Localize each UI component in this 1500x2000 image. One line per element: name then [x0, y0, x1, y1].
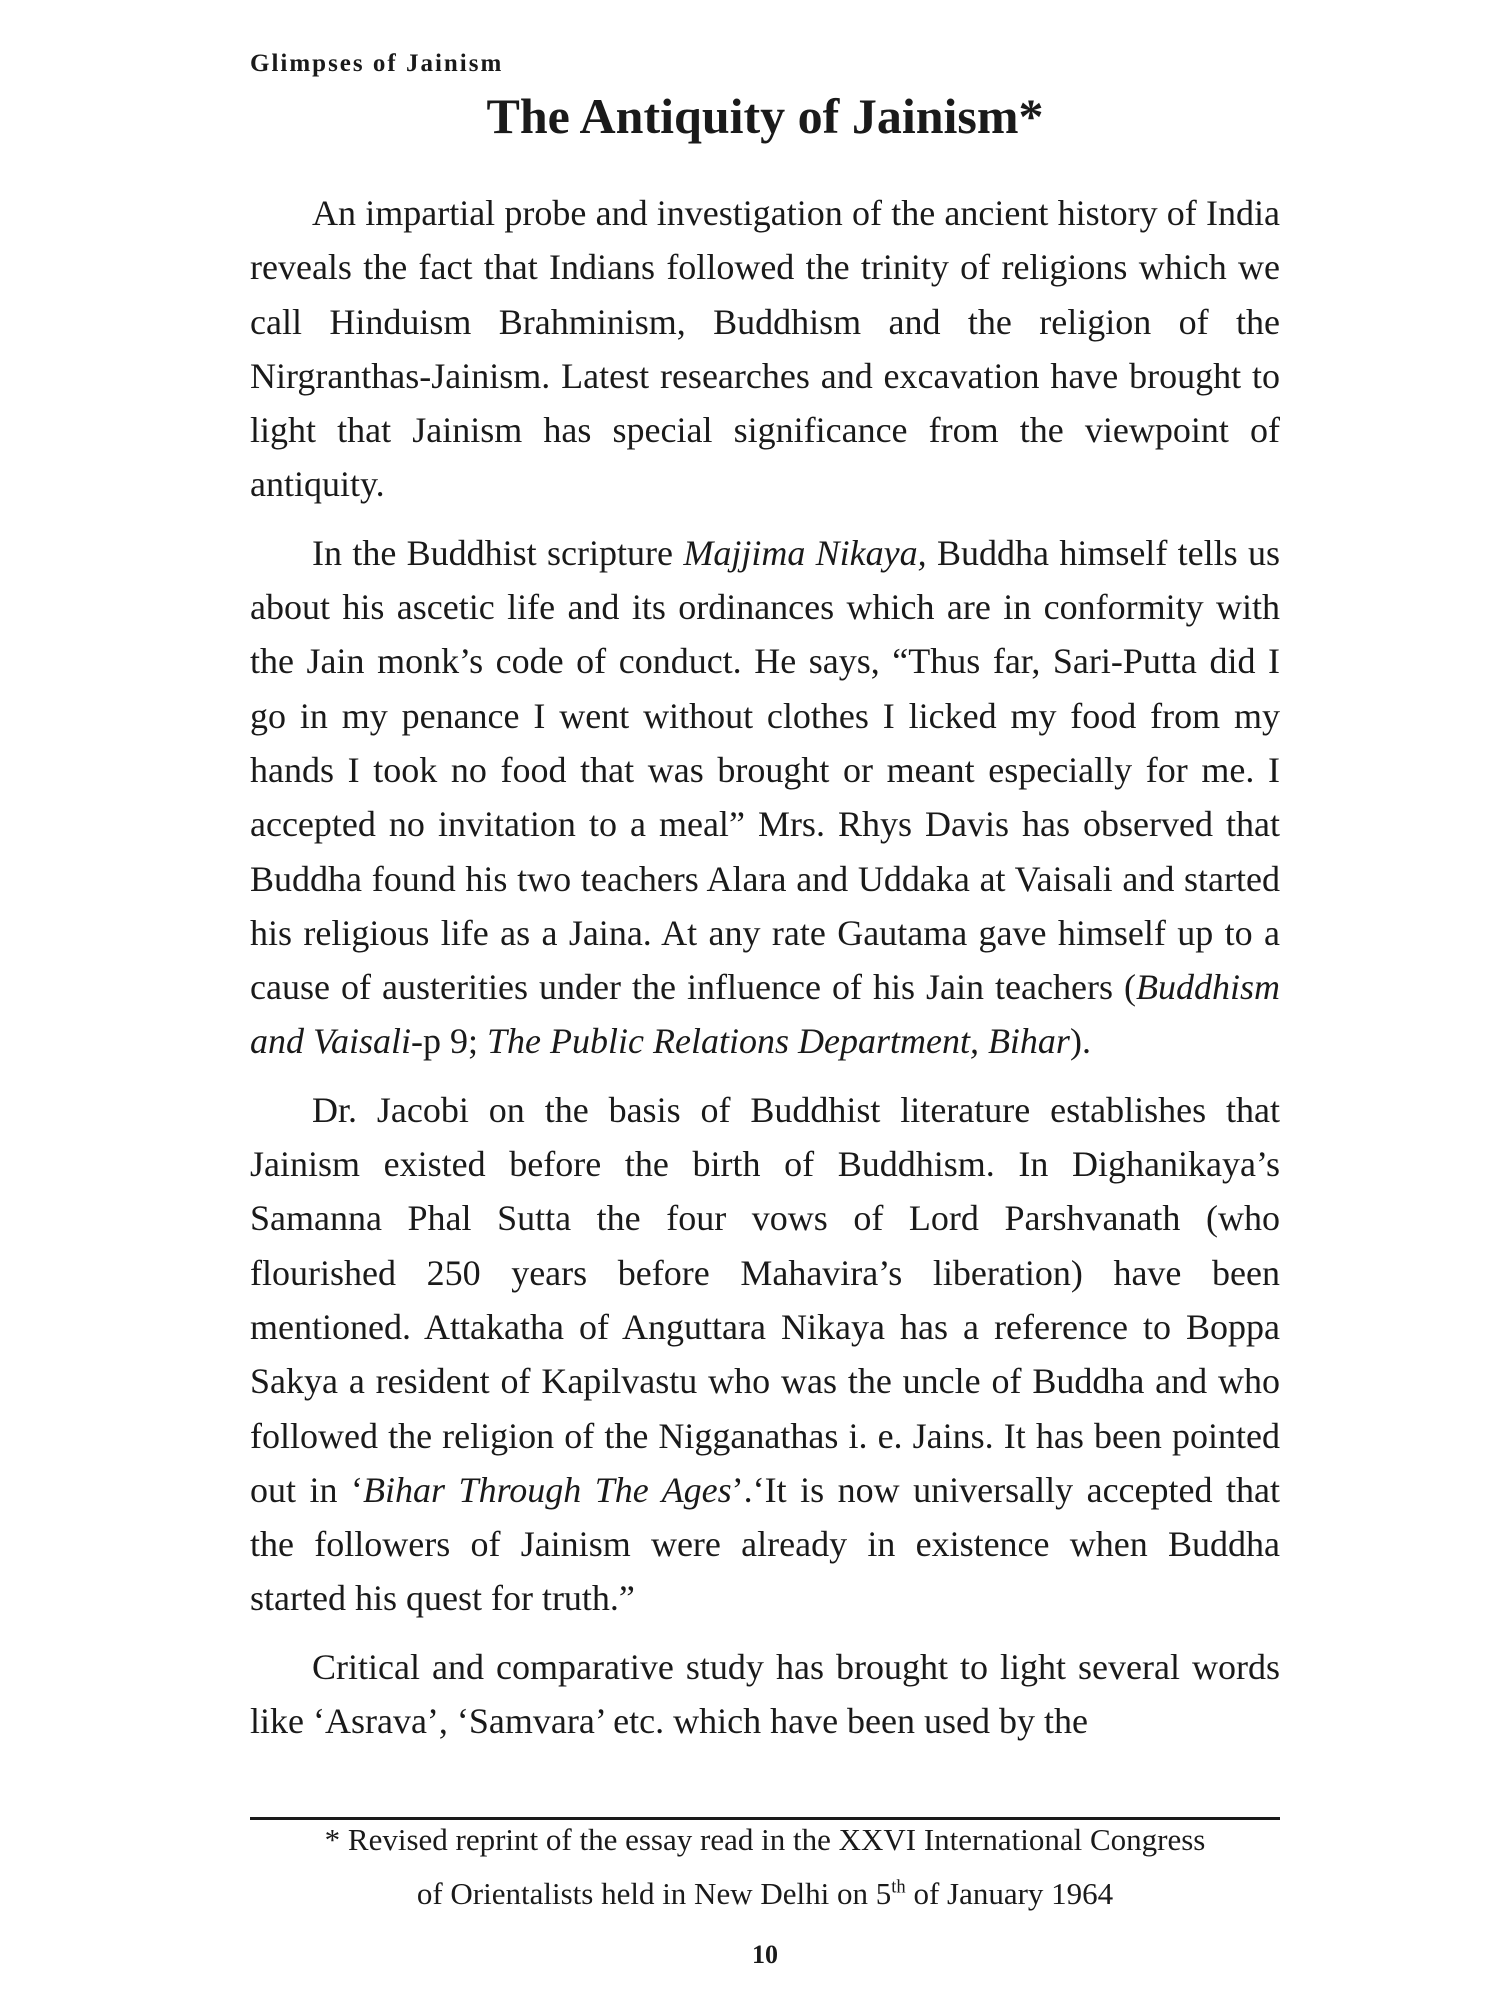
footnote-line-2-text-a: of Orientalists held in New Delhi on 5 [416, 1876, 892, 1911]
footnote-line-1: * Revised reprint of the essay read in the XXVI International Congress [324, 1822, 1206, 1857]
paragraph-4 [250, 1640, 1280, 1749]
citation-majjima-nikaya: Majjima Nikaya, [683, 532, 927, 573]
paragraph-2-text-c: Buddha himself tells us about his ascetic life and its ordinances which are in conformity with the Jain monk’s code of conduct. He says, “Thus far, Sari-Putta did I go in my penance I went without clothes I licked my food from my hands I took no food that was brought or meant especially for me. I accepted no invitation to a meal” Mrs. Rhys Davis has observed that Buddha found his two teachers Alara and Uddaka at Vaisali and started his religious life as a Jaina. At any rate Gautama gave himself up to a cause of austerities under the influence of his Jain teachers ( [250, 532, 1280, 1008]
paragraph-3 [250, 1083, 1280, 1626]
running-header: Glimpses of Jainism [250, 50, 504, 77]
paragraph-1 [250, 186, 1280, 512]
article-title: The Antiquity of Jainism* [486, 88, 1044, 144]
paragraph-3-text-a: Dr. Jacobi on the basis of Buddhist literature establishes that Jainism existed before the birth of Buddhism. In Dighanikaya’s Samanna Phal Sutta the four vows of Lord Parshvanath (who flourished 250 years before Mahavira’s liberation) have been mentioned. Attakatha of Anguttara Nikaya has a reference to Boppa Sakya a resident of Kapilvastu who was the uncle of Buddha and who followed the religion of the Nigganathas i. e. Jains. It has been pointed out in ‘ [250, 1089, 1280, 1510]
citation-buddhism-and-vaisali: Buddhism and Vaisali [250, 967, 1280, 1062]
article-body [250, 186, 1280, 1762]
paragraph-1-text: An impartial probe and investigation of the ancient history of India reveals the fact that Indians followed the trinity of religions which we call Hinduism Brahminism, Buddhism and the religion of the Nirgranthas-Jainism. Latest researches and excavation have brought to light that Jainism has special significance from the viewpoint of antiquity. [250, 193, 1280, 505]
paragraph-4-text: Critical and comparative study has brought to light several words like ‘Asrava’, ‘Samvara’ etc. which have been used by the [250, 1646, 1280, 1742]
footnote-line-2 [250, 1872, 1280, 1916]
page-number: 10 [752, 1940, 778, 1969]
footnote-superscript: th [891, 1876, 906, 1898]
paragraph-2-text-g: ). [1069, 1021, 1091, 1062]
footnote-line-2-text-b: of January 1964 [905, 1876, 1114, 1911]
citation-public-relations-dept: The Public Relations Department, Bihar [487, 1021, 1070, 1062]
paragraph-2 [250, 526, 1280, 1069]
paragraph-3-text-c: ’.‘It is now universally accepted that the followers of Jainism were already in existence when Buddha started his quest for truth.” [250, 1469, 1280, 1619]
citation-bihar-through-the-ages: Bihar Through The Ages [363, 1469, 732, 1510]
paragraph-2-text-e: -p 9; [411, 1021, 488, 1062]
paragraph-2-text-a: In the Buddhist scripture [312, 532, 684, 573]
